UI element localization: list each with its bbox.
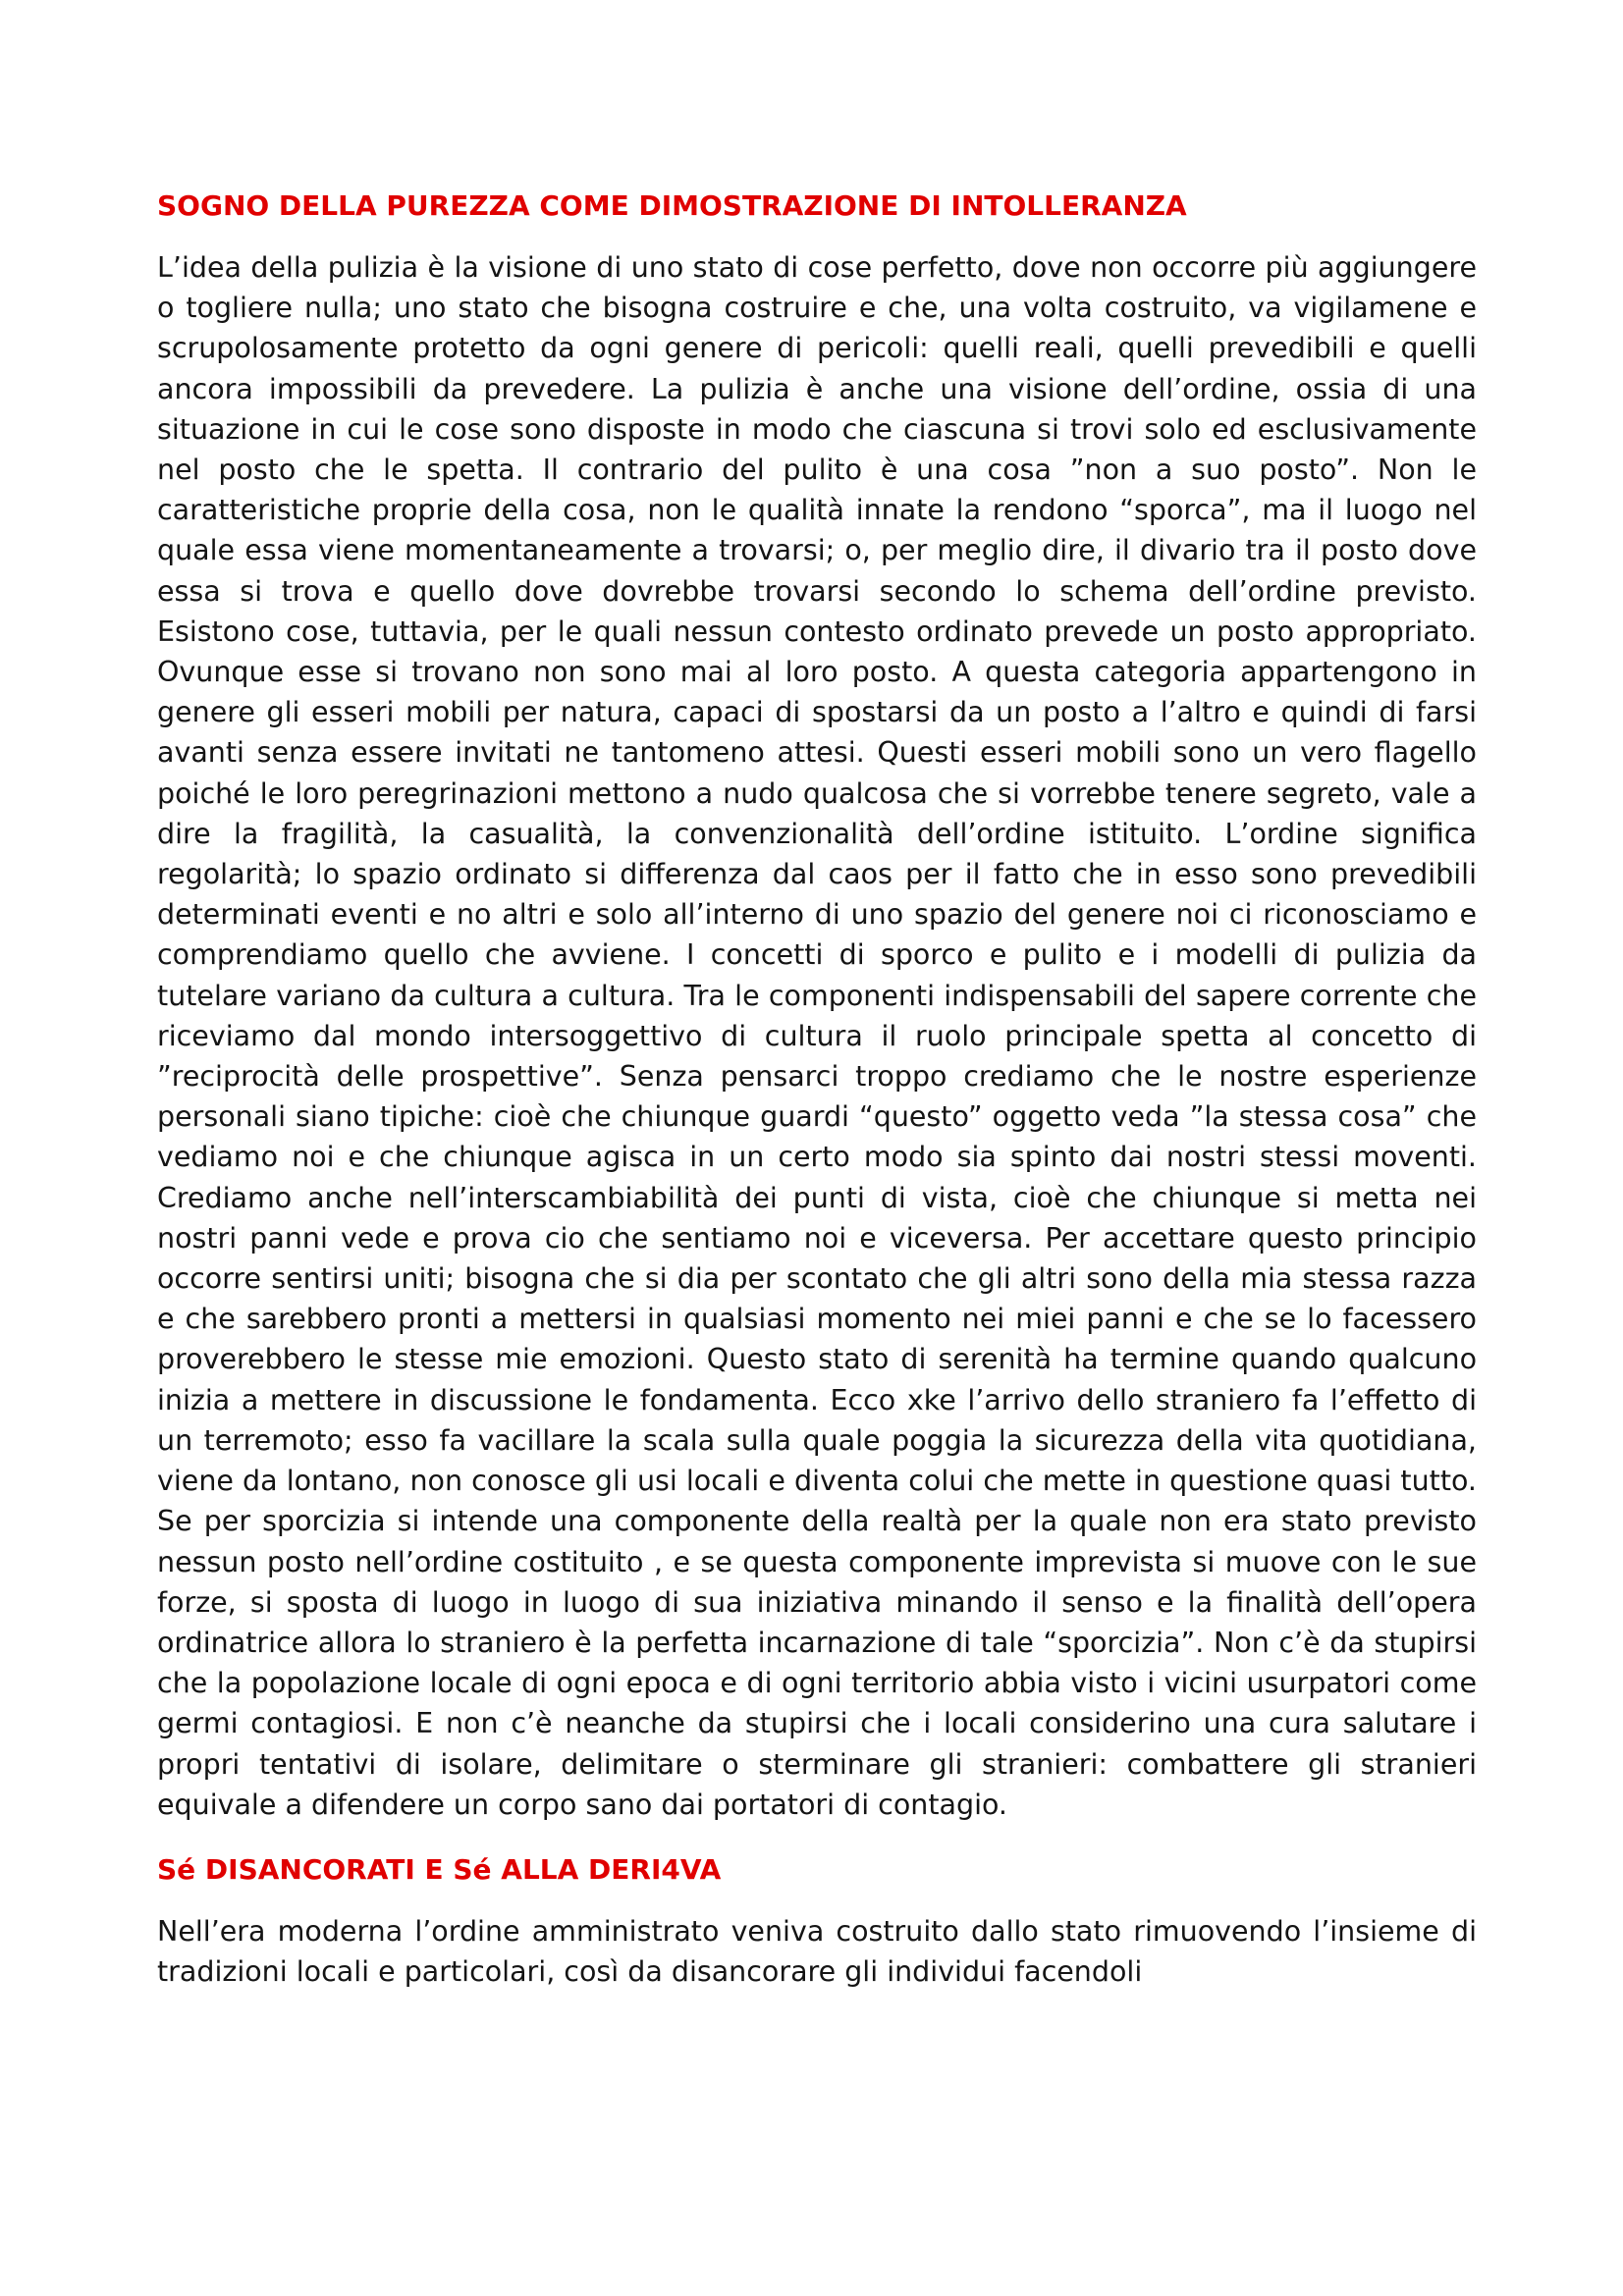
document-page — [157, 187, 1477, 2017]
section-paragraph: L’idea della pulizia è la visione di uno stato di cose perfetto, dove non occorre più aggiungere o togliere nulla; uno stato che bisogna costruire e che, una volta costruito, va vigilamene e scrupolosamente protetto da ogni genere di pericoli: quelli reali, quelli prevedibili e quelli ancora impossibili da prevedere. La pulizia è anche una visione dell’ordine, ossia di una situazione in cui le cose sono disposte in modo che ciascuna si trovi solo ed esclusivamente nel posto che le spetta. Il contrario del pulito è una cosa ”non a suo posto”. Non le caratteristiche proprie della cosa, non le qualità innate la rendono “sporca”, ma il luogo nel quale essa viene momentaneamente a trovarsi; o, per meglio dire, il divario tra il posto dove essa si trova e quello dove dovrebbe trovarsi secondo lo schema dell’ordine previsto. Esistono cose, tuttavia, per le quali nessun contesto ordinato prevede un posto appropriato. Ovunque esse si trovano non sono mai al loro posto. A questa categoria appartengono in genere gli esseri mobili per natura, capaci di spostarsi da un posto a l’altro e quindi di farsi avanti senza essere invitati ne tantomeno attesi. Questi esseri mobili sono un vero flagello poiché le loro peregrinazioni mettono a nudo qualcosa che si vorrebbe tenere segreto, vale a dire la fragilità, la casualità, la convenzionalità dell’ordine istituito. L’ordine significa regolarità; lo spazio ordinato si differenza dal caos per il fatto che in esso sono prevedibili determinati eventi e no altri e solo all’interno di uno spazio del genere noi ci riconosciamo e comprendiamo quello che avviene. I concetti di sporco e pulito e i modelli di pulizia da tutelare variano da cultura a cultura. Tra le componenti indispensabili del sapere corrente che riceviamo dal mondo intersoggettivo di cultura il ruolo principale spetta al concetto di ”reciprocità delle prospettive”. Senza pensarci troppo crediamo che le nostre esperienze personali siano tipiche: cioè che chiunque guardi “questo” oggetto veda ”la stessa cosa” che vediamo noi e che chiunque agisca in un certo modo sia spinto dai nostri stessi moventi. Crediamo anche nell’interscambiabilità dei punti di vista, cioè che chiunque si metta nei nostri panni vede e prova cio che sentiamo noi e viceversa. Per accettare questo principio occorre sentirsi uniti; bisogna che si dia per scontato che gli altri sono della mia stessa razza e che sarebbero pronti a mettersi in qualsiasi momento nei miei panni e che se lo facessero proverebbero le stesse mie emozioni. Questo stato di serenità ha termine quando qualcuno inizia a mettere in discussione le fondamenta. Ecco xke l’arrivo dello straniero fa l’effetto di un terremoto; esso fa vacillare la scala sulla quale poggia la sicurezza della vita quotidiana, viene da lontano, non conosce gli usi locali e diventa colui che mette in questione quasi tutto. Se per sporcizia si intende una componente della realtà per la quale non era stato previsto nessun posto nell’ordine costituito , e se questa componente imprevista si muove con le sue forze, si sposta di luogo in luogo di sua iniziativa minando il senso e la finalità dell’opera ordinatrice allora lo straniero è la perfetta incarnazione di tale “sporcizia”. Non c’è da stupirsi che la popolazione locale di ogni epoca e di ogni territorio abbia visto i vicini usurpatori come germi contagiosi. E non c’è neanche da stupirsi che i locali considerino una cura salutare i propri tentativi di isolare, delimitare o sterminare gli stranieri: combattere gli stranieri equivale a difendere un corpo sano dai portatori di contagio. — [157, 251, 1477, 1821]
section-heading: SOGNO DELLA PUREZZA COME DIMOSTRAZIONE DI INTOLLERANZA — [157, 189, 1187, 222]
section-disancorati — [157, 1850, 1477, 1992]
section-heading: Sé DISANCORATI E Sé ALLA DERI4VA — [157, 1852, 722, 1886]
section-paragraph: Nell’era moderna l’ordine amministrato veniva costruito dallo stato rimuovendo l’insieme di tradizioni locali e particolari, così da disancorare gli individui facendoli — [157, 1914, 1477, 1989]
section-purezza — [157, 187, 1477, 1825]
